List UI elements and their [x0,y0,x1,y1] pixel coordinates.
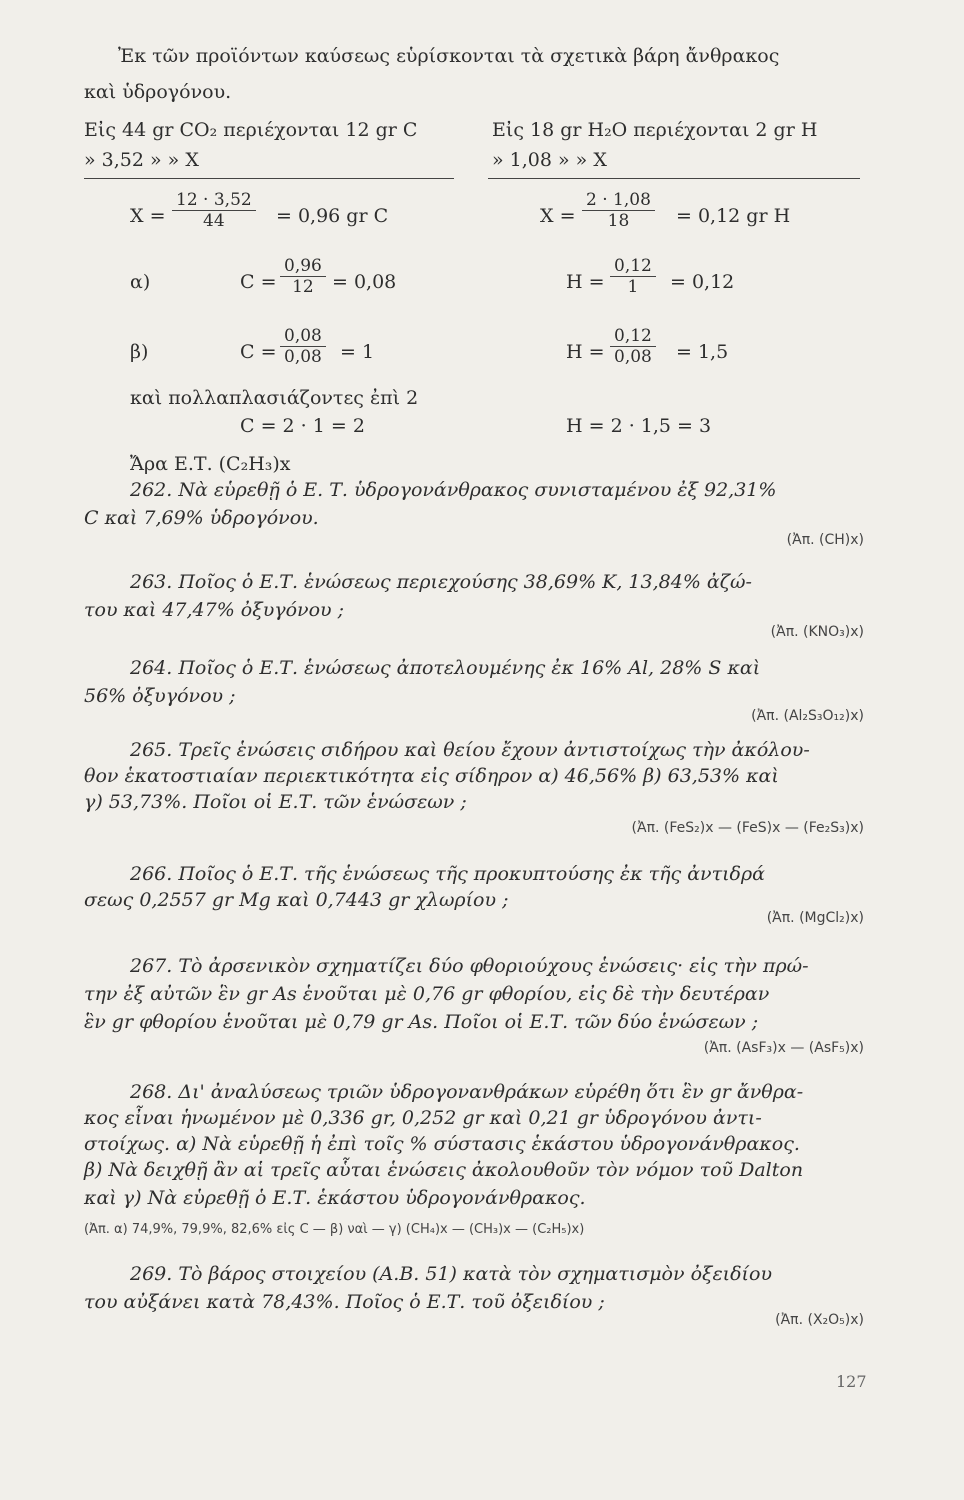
problem-answer: (Ἀπ. (X₂O₅)x) [775,1312,864,1328]
x-right-prefix: X = [540,205,576,227]
calc-right-row-2: » 1,08 » » X [492,149,607,171]
alpha-label: α) [130,271,151,293]
x-right-fraction [582,190,655,231]
page-number: 127 [836,1372,867,1391]
problem-line: θον ἑκατοστιαίαν περιεκτικότητα εἰς σίδηρον α) 46,56% β) 63,53% καὶ [84,765,779,787]
calc-left-rule [84,178,454,179]
x-right-numerator: 2 · 1,08 [582,190,655,211]
problem-line: γ) 53,73%. Ποῖοι οἱ Ε.Τ. τῶν ἑνώσεων ; [84,791,467,813]
alpha-h-fraction [610,256,656,297]
alpha-c-numerator: 0,96 [280,256,326,277]
problem-line: 262. Νὰ εὑρεθῇ ὁ Ε. Τ. ὑδρογονάνθρακος συνισταμένου ἐξ 92,31% [130,479,777,501]
beta-c-numerator: 0,08 [280,326,326,347]
empirical-result: Ἄρα Ε.Τ. (C₂H₃)x [130,453,291,475]
problem-line: την ἐξ αὐτῶν ἓν gr As ἑνοῦται μὲ 0,76 gr φθορίου, εἰς δὲ τὴν δευτέραν [84,983,770,1005]
problem-line: του αὐξάνει κατὰ 78,43%. Ποῖος ὁ Ε.Τ. τοῦ ὀξειδίου ; [84,1291,605,1313]
problem-answer: (Ἀπ. α) 74,9%, 79,9%, 82,6% εἰς C — β) ναὶ — γ) (CH₄)x — (CH₃)x — (C₂H₅)x) [84,1222,585,1237]
problem-line: ἓν gr φθορίου ἑνοῦται μὲ 0,79 gr As. Ποῖοι οἱ Ε.Τ. τῶν δύο ἑνώσεων ; [84,1011,759,1033]
beta-h-denominator: 0,08 [614,347,652,367]
problem-line: κος εἶναι ἡνωμένον μὲ 0,336 gr, 0,252 gr καὶ 0,21 gr ὑδρογόνου ἀντι- [84,1107,762,1129]
problem-answer: (Ἀπ. (KNO₃)x) [770,624,864,640]
alpha-h-result: = 0,12 [670,271,735,293]
problem-line: 265. Τρεῖς ἑνώσεις σιδήρου καὶ θείου ἔχουν ἀντιστοίχως τὴν ἀκόλου- [130,739,810,761]
beta-h-prefix: H = [566,341,605,363]
problem-line: 56% ὀξυγόνου ; [84,685,236,707]
calc-right-rule [488,178,860,179]
intro-line-2: καὶ ὑδρογόνου. [84,81,232,103]
problem-line: 269. Τὸ βάρος στοιχείου (Α.Β. 51) κατὰ τὸν σχηματισμὸν ὀξειδίου [130,1263,772,1285]
problem-line: του καὶ 47,47% ὀξυγόνου ; [84,599,345,621]
problem-line: στοίχως. α) Νὰ εὑρεθῇ ἡ ἐπὶ τοῖς % σύστασις ἑκάστου ὑδρογονάνθρακος. [84,1133,800,1155]
problem-answer: (Ἀπ. (FeS₂)x — (FeS)x — (Fe₂S₃)x) [631,820,864,836]
beta-h-fraction [610,326,656,367]
alpha-h-denominator: 1 [627,277,639,297]
beta-c-prefix: C = [240,341,277,363]
problem-answer: (Ἀπ. (Al₂S₃O₁₂)x) [751,708,864,724]
problem-line: 268. Δι' ἀναλύσεως τριῶν ὑδρογονανθράκων εὑρέθη ὅτι ἓν gr ἄνθρα- [130,1081,804,1103]
problem-line: β) Νὰ δειχθῇ ἂν αἱ τρεῖς αὗται ἑνώσεις ἀκολουθοῦν τὸν νόμον τοῦ Dalton [84,1159,804,1181]
beta-c-fraction [280,326,326,367]
calc-right-row-1: Εἰς 18 gr H₂O περιέχονται 2 gr H [492,119,818,141]
alpha-c-denominator: 12 [292,277,314,297]
beta-h-numerator: 0,12 [610,326,656,347]
calc-left-row-1: Εἰς 44 gr CO₂ περιέχονται 12 gr C [84,119,418,141]
problem-line: 264. Ποῖος ὁ Ε.Τ. ἑνώσεως ἀποτελουμένης ἐκ 16% Al, 28% S καὶ [130,657,761,679]
calc-left-row-2: » 3,52 » » X [84,149,199,171]
problem-answer: (Ἀπ. (AsF₃)x — (AsF₅)x) [703,1040,864,1056]
beta-h-result: = 1,5 [676,341,729,363]
beta-label: β) [130,341,149,363]
problem-line: σεως 0,2557 gr Mg καὶ 0,7443 gr χλωρίου ; [84,889,509,911]
multiply-note: καὶ πολλαπλασιάζοντες ἐπὶ 2 [130,387,419,409]
problem-line: 263. Ποῖος ὁ Ε.Τ. ἑνώσεως περιεχούσης 38,69% K, 13,84% ἀζώ- [130,571,752,593]
x-right-result: = 0,12 gr H [676,205,791,227]
problem-line: καὶ γ) Νὰ εὑρεθῇ ὁ Ε.Τ. ἑκάστου ὑδρογονάνθρακος. [84,1187,586,1209]
problem-answer: (Ἀπ. (MgCl₂)x) [766,910,864,926]
beta-c-denominator: 0,08 [284,347,322,367]
alpha-h-prefix: H = [566,271,605,293]
alpha-h-numerator: 0,12 [610,256,656,277]
x-left-fraction [172,190,256,231]
problem-line: 267. Τὸ ἀρσενικὸν σχηματίζει δύο φθοριούχους ἑνώσεις· εἰς τὴν πρώ- [130,955,809,977]
problem-answer: (Ἀπ. (CH)x) [786,532,864,548]
x-left-result: = 0,96 gr C [276,205,389,227]
beta-c-result: = 1 [340,341,375,363]
problem-line: 266. Ποῖος ὁ Ε.Τ. τῆς ἑνώσεως τῆς προκυπτούσης ἐκ τῆς ἀντιδρά [130,863,765,885]
alpha-c-result: = 0,08 [332,271,397,293]
alpha-c-prefix: C = [240,271,277,293]
x-left-numerator: 12 · 3,52 [172,190,256,211]
h-final: H = 2 · 1,5 = 3 [566,415,712,437]
problem-line: C καὶ 7,69% ὑδρογόνου. [84,507,319,529]
intro-line-1: Ἐκ τῶν προϊόντων καύσεως εὑρίσκονται τὰ σχετικὰ βάρη ἄνθρακος [118,45,780,67]
x-left-denominator: 44 [203,211,225,231]
alpha-c-fraction [280,256,326,297]
c-final: C = 2 · 1 = 2 [240,415,365,437]
x-left-prefix: X = [130,205,166,227]
x-right-denominator: 18 [607,211,630,231]
